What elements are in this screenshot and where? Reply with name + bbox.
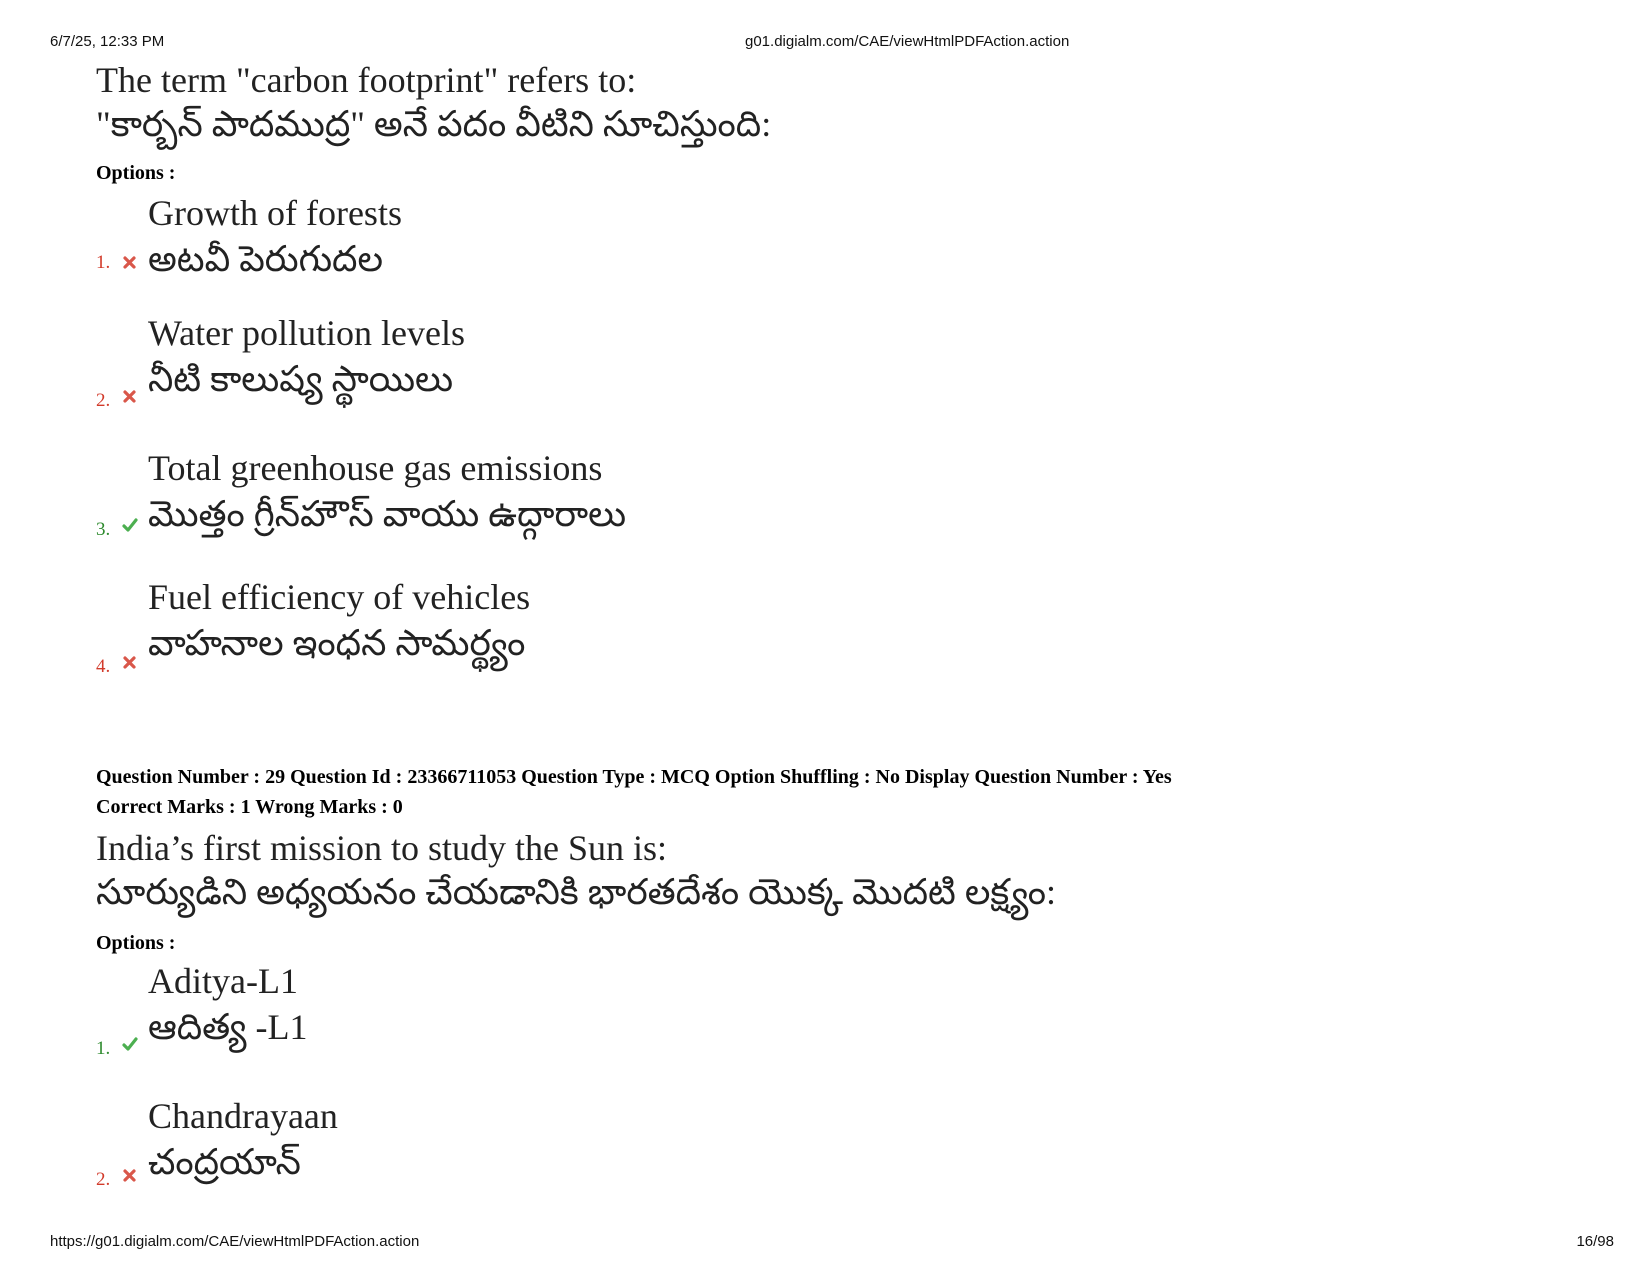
options-label: Options : xyxy=(96,932,176,954)
question-text-en: India’s first mission to study the Sun is: xyxy=(96,828,668,868)
option-text-en: Chandrayaan xyxy=(148,1096,338,1136)
question-29-block xyxy=(96,826,1056,914)
option-text-te: అటవీ పెరుగుదల xyxy=(148,239,383,279)
question-28-block xyxy=(96,58,771,146)
wrong-cross-icon xyxy=(122,654,138,670)
option-text xyxy=(148,445,626,537)
options-label: Options : xyxy=(96,162,176,184)
print-url-footer: https://g01.digialm.com/CAE/viewHtmlPDFAction.action xyxy=(50,1233,420,1250)
option-text xyxy=(148,190,402,282)
question-29-meta xyxy=(96,762,1172,822)
print-url-header: g01.digialm.com/CAE/viewHtmlPDFAction.action xyxy=(745,33,1070,50)
print-datetime: 6/7/25, 12:33 PM xyxy=(50,33,165,50)
correct-check-icon xyxy=(122,1036,138,1052)
option-text-te: ఆదిత్య -L1 xyxy=(148,1007,308,1047)
option-text-te: మొత్తం గ్రీన్‌హౌస్ వాయు ఉద్గారాలు xyxy=(148,494,627,534)
option-text-te: చంద్రయాన్ xyxy=(148,1142,301,1182)
question-text-te: సూర్యుడిని అధ్యయనం చేయడానికి భారతదేశం యొక్క మొదటి లక్ష్యం: xyxy=(96,872,1057,912)
option-text xyxy=(148,1093,338,1185)
option-number: 4. xyxy=(96,656,111,677)
wrong-cross-icon xyxy=(122,254,138,270)
option-text-en: Fuel efficiency of vehicles xyxy=(148,577,531,617)
question-meta-line: Question Number : 29 Question Id : 23366711053 Question Type : MCQ Option Shuffling : No Display Question Number : Yes xyxy=(96,766,1172,788)
page-number: 16/98 xyxy=(1576,1233,1614,1250)
question-text-te: "కార్బన్ పాదముద్ర" అనే పదం వీటిని సూచిస్తుంది: xyxy=(96,104,772,144)
option-number: 2. xyxy=(96,390,111,411)
wrong-cross-icon xyxy=(122,1167,138,1183)
option-text-en: Growth of forests xyxy=(148,193,402,233)
wrong-cross-icon xyxy=(122,388,138,404)
option-text-te: వాహనాల ఇంధన సామర్థ్యం xyxy=(148,623,526,663)
option-text xyxy=(148,574,530,666)
option-text xyxy=(148,310,465,402)
correct-check-icon xyxy=(122,517,138,533)
option-number: 2. xyxy=(96,1169,111,1190)
option-text-en: Aditya-L1 xyxy=(148,961,298,1001)
marks-meta-line: Correct Marks : 1 Wrong Marks : 0 xyxy=(96,796,403,818)
option-text-te: నీటి కాలుష్య స్థాయిలు xyxy=(148,359,454,399)
option-text-en: Water pollution levels xyxy=(148,313,466,353)
option-text-en: Total greenhouse gas emissions xyxy=(148,448,603,488)
question-text-en: The term "carbon footprint" refers to: xyxy=(96,60,637,100)
option-number: 1. xyxy=(96,252,111,273)
option-number: 3. xyxy=(96,519,111,540)
option-text xyxy=(148,958,307,1050)
option-number: 1. xyxy=(96,1038,111,1059)
